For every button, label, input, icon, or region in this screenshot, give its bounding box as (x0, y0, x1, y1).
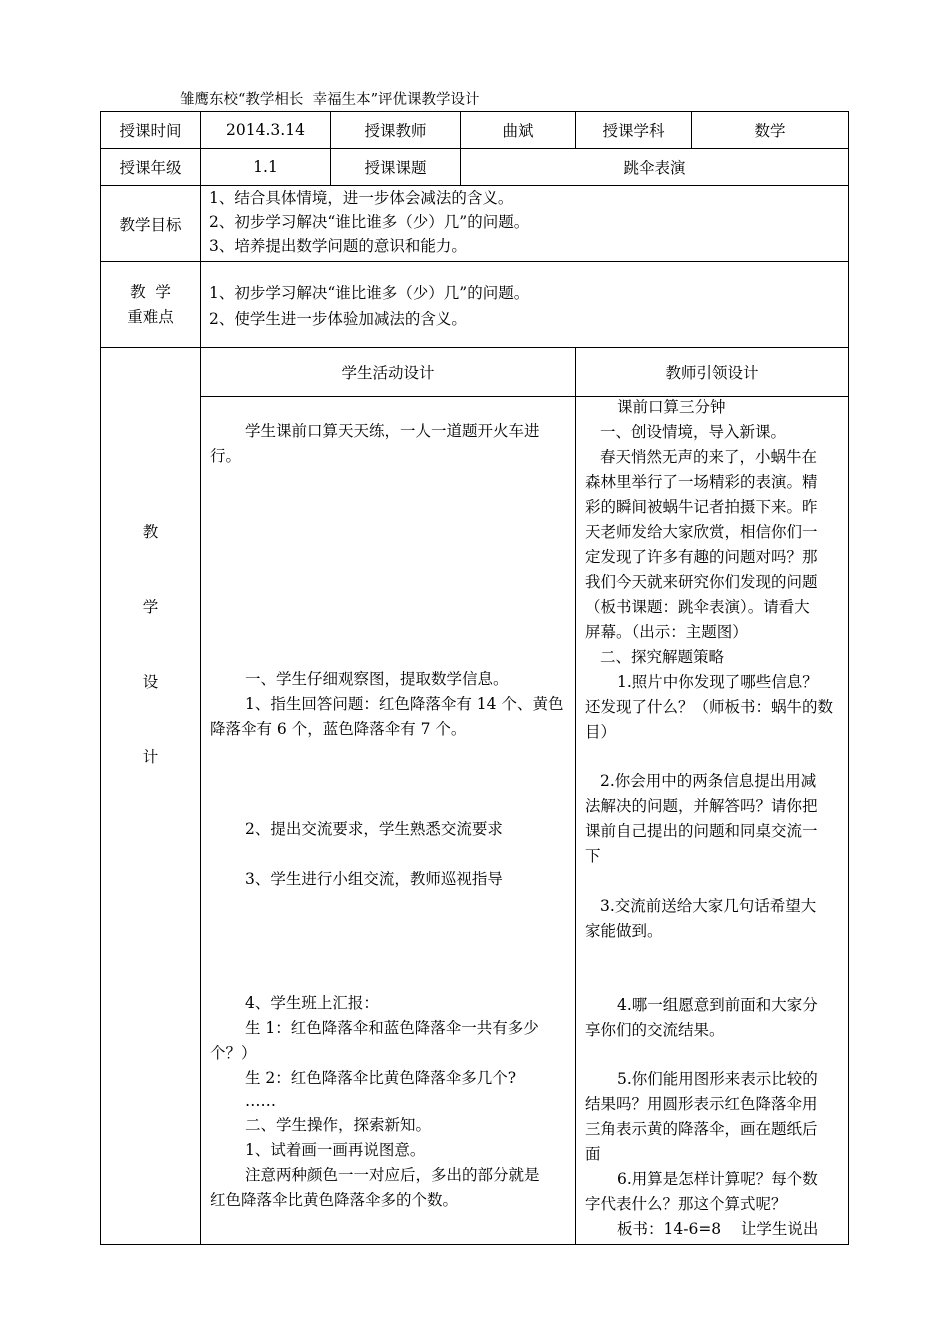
teacher-line: 二、探究解题策略 (600, 648, 725, 666)
teacher-line: 还发现了什么？（师板书：蜗牛的数 (585, 698, 834, 716)
teacher-line: 下 (585, 847, 601, 865)
teacher-line: 定发现了许多有趣的问题对吗？那 (585, 548, 818, 566)
teacher-line: 5.你们能用图形来表示比较的 (617, 1070, 818, 1088)
info-row-1 (101, 112, 849, 149)
time-label: 授课时间 (101, 112, 201, 149)
student-line: 生 1：红色降落伞和蓝色降落伞一共有多少 (245, 1019, 539, 1037)
side-char: 计 (142, 748, 159, 766)
side-char: 学 (142, 598, 159, 616)
student-activity-content (201, 397, 576, 1245)
key-points-label-line2: 重难点 (127, 307, 174, 326)
student-line: 个？） (210, 1044, 257, 1062)
key-points-row (101, 262, 849, 348)
teacher-line: 6.用算是怎样计算呢？每个数 (617, 1170, 818, 1188)
student-line: 红色降落伞比黄色降落伞多的个数。 (210, 1191, 459, 1209)
student-line: 一、学生仔细观察图，提取数学信息。 (245, 670, 509, 688)
teacher-value: 曲斌 (461, 112, 576, 149)
teacher-guidance-content (576, 397, 849, 1245)
grade-label: 授课年级 (101, 149, 201, 186)
subject-value: 数学 (692, 112, 849, 149)
teacher-line: 彩的瞬间被蜗牛记者拍摄下来。昨 (585, 498, 818, 516)
key-point-item: 2、使学生进一步体验加减法的含义。 (209, 309, 467, 328)
student-line: 2、提出交流要求，学生熟悉交流要求 (245, 820, 503, 838)
teacher-line: 目） (585, 723, 617, 741)
student-line: 生 2：红色降落伞比黄色降落伞多几个? (245, 1069, 517, 1087)
student-line: 注意两种颜色一一对应后，多出的部分就是 (245, 1166, 540, 1184)
key-points-content (201, 262, 849, 348)
student-line: 行。 (210, 447, 242, 465)
teacher-line: 板书：14-6=8 让学生说出 (617, 1220, 819, 1238)
student-line: 降落伞有 6 个，蓝色降落伞有 7 个。 (210, 720, 467, 738)
goal-item: 1、结合具体情境，进一步体会减法的含义。 (209, 189, 514, 207)
teacher-line: 3.交流前送给大家几句话希望大 (600, 897, 817, 915)
design-content-row (101, 397, 849, 1245)
topic-label: 授课课题 (331, 149, 461, 186)
teacher-line: 家能做到。 (585, 922, 663, 940)
teacher-line: 面 (585, 1145, 601, 1163)
side-char: 教 (142, 523, 159, 541)
grade-value: 1.1 (201, 149, 331, 186)
teacher-line: 2.你会用中的两条信息提出用减 (600, 772, 817, 790)
teacher-line: 我们今天就来研究你们发现的问题 (585, 573, 818, 591)
teacher-line: 4.哪一组愿意到前面和大家分 (617, 996, 818, 1014)
teacher-line: 字代表什么？那这个算式呢？ (585, 1195, 787, 1213)
teacher-line: 森林里举行了一场精彩的表演。精 (585, 473, 818, 491)
goals-content (201, 186, 849, 262)
teacher-label: 授课教师 (331, 112, 461, 149)
teacher-line: 春天悄然无声的来了，小蜗牛在 (600, 448, 818, 466)
subject-label: 授课学科 (576, 112, 692, 149)
student-activity-header: 学生活动设计 (201, 348, 576, 397)
side-char: 设 (142, 673, 159, 691)
design-header-row (101, 348, 849, 397)
document-title: 雏鹰东校“教学相长 幸福生本”评优课教学设计 (180, 92, 480, 108)
teacher-line: 1.照片中你发现了哪些信息？ (617, 673, 818, 691)
teacher-line: 课前自己提出的问题和同桌交流一 (585, 822, 818, 840)
teacher-line: 屏幕。（出示：主题图） (585, 623, 748, 641)
teacher-line: 一、创设情境，导入新课。 (600, 423, 787, 441)
teacher-line: （板书课题：跳伞表演）。请看大 (585, 598, 810, 616)
student-line: 4、学生班上汇报： (245, 994, 379, 1012)
student-line: 学生课前口算天天练，一人一道题开火车进 (245, 422, 540, 440)
student-line: 3、学生进行小组交流，教师巡视指导 (245, 870, 503, 888)
student-line: …… (245, 1092, 276, 1110)
goals-row (101, 186, 849, 262)
student-line: 二、学生操作，探索新知。 (245, 1116, 432, 1134)
time-value: 2014.3.14 (201, 112, 331, 149)
goal-item: 2、初步学习解决“谁比谁多（少）几”的问题。 (209, 213, 530, 231)
key-points-label-line1: 教 学 (130, 282, 171, 301)
teacher-line: 三角表示黄的降落伞，画在题纸后 (585, 1120, 818, 1138)
student-line: 1、试着画一画再说图意。 (245, 1141, 426, 1159)
teacher-line: 课前口算三分钟 (617, 398, 726, 416)
teacher-line: 天老师发给大家欣赏，相信你们一 (585, 523, 818, 541)
topic-value: 跳伞表演 (461, 149, 849, 186)
goal-item: 3、培养提出数学问题的意识和能力。 (209, 237, 467, 255)
teacher-line: 法解决的问题，并解答吗？请你把 (585, 797, 818, 815)
key-points-label (101, 262, 201, 348)
teacher-line: 享你们的交流结果。 (585, 1021, 725, 1039)
teacher-line: 结果吗？用圆形表示红色降落伞用 (585, 1095, 818, 1113)
info-row-2 (101, 149, 849, 186)
lesson-plan-table (100, 111, 849, 1245)
key-point-item: 1、初步学习解决“谁比谁多（少）几”的问题。 (209, 283, 530, 302)
student-line: 1、指生回答问题：红色降落伞有 14 个、黄色 (245, 695, 564, 713)
design-side-label (101, 348, 201, 1245)
teacher-guidance-header: 教师引领设计 (576, 348, 849, 397)
goals-label: 教学目标 (101, 186, 201, 262)
